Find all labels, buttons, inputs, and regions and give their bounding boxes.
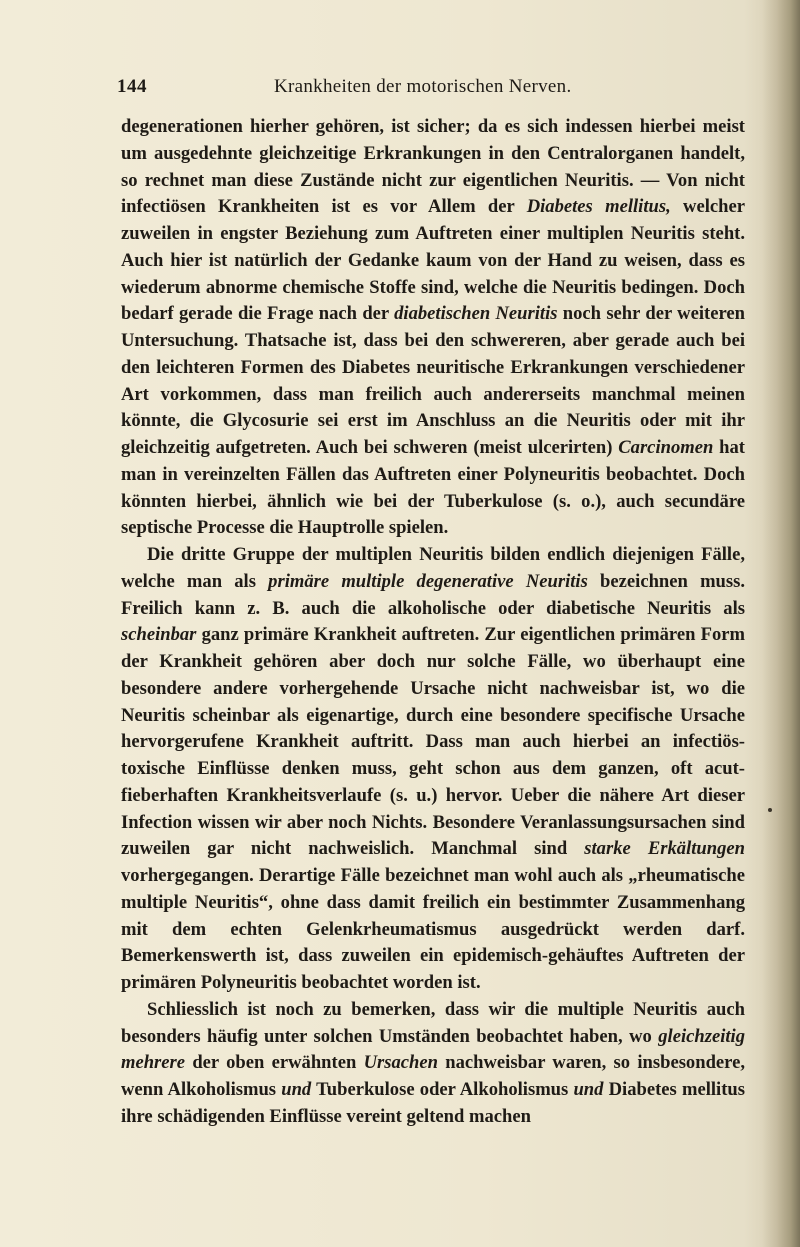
paragraph-3 bbox=[121, 997, 745, 1131]
text-run: welcher zuweilen in engster Beziehung zum Auftreten einer multiplen Neuritis steht. Auch hier ist natürlich der Gedanke kaum von der Hand zu weisen, dass es wiederum abnorme chemische Stoffe sind, welche die Neuritis bedingen. Doch bedarf gerade die Frage nach der bbox=[121, 196, 745, 325]
text-run: noch sehr der weiteren Untersuchung. Thatsache ist, dass bei den schwereren, aber gerade auch bei den leichteren Formen des Diabetes neuritische Erkrankungen verschiedener Art vorkommen, dass man freilich auch andererseits manchmal meinen könnte, die Glycosurie sei erst im Anschluss an die Neuritis oder mit ihr gleichzeitig aufgetreten. Auch bei schweren (meist ulcerirten) bbox=[121, 303, 745, 458]
text-run: hat man in vereinzelten Fällen das Auftreten einer Polyneuritis beobachtet. Doch könnten hierbei, ähnlich wie bei der Tuberkulose (s. o.), auch secundäre septische Processe die Hauptrolle spielen. bbox=[121, 437, 745, 539]
page-number: 144 bbox=[117, 76, 147, 97]
italic-phrase: gleichzeitig mehrere bbox=[121, 1025, 745, 1074]
text-run: nachweisbar waren, so insbesondere, wenn Alkoholismus bbox=[121, 1052, 745, 1100]
text-run: bezeichnen muss. Freilich kann z. B. auch die alkoholische oder diabetische Neuritis als bbox=[121, 570, 746, 619]
text-run: Tuberkulose oder Alkoholismus bbox=[311, 1079, 574, 1100]
italic-phrase: und bbox=[281, 1079, 312, 1100]
text-run: Diabetes mellitus ihre schädigenden Einflüsse vereint geltend machen bbox=[121, 1079, 745, 1127]
italic-phrase: primäre multiple degenerative Neuritis bbox=[268, 570, 588, 592]
text-run: degenerationen hierher gehören, ist sicher; da es sich indessen hierbei meist um ausgedehnte gleichzeitige Erkrankungen in den Centralorganen handelt, so rechnet man diese Zustände nicht zur eigentlichen Neuritis. — Von nicht infectiösen Krankheiten ist es vor Allem der bbox=[121, 116, 745, 218]
italic-phrase: Ursachen bbox=[363, 1052, 438, 1074]
italic-phrase: und bbox=[573, 1079, 604, 1100]
text-run: ganz primäre Krankheit auftreten. Zur eigentlichen primären Form der Krankheit gehören aber doch nur solche Fälle, wo überhaupt eine besondere andere vorhergehende Ursache nicht nachweisbar ist, wo die Neuritis scheinbar als eigenartige, durch eine besondere specifische Ursache hervorgerufene Krankheit auftritt. Dass man auch hierbei an infectiös-toxische Einflüsse denken muss, geht schon aus dem ganzen, oft acut-fieberhaften Krankheitsverlaufe (s. u.) hervor. Ueber die nähere Art dieser Infection wissen wir aber noch Nichts. Besondere Veranlassungsursachen sind zuweilen gar nicht nachweislich. Manchmal sind bbox=[121, 624, 745, 860]
text-run: Die dritte Gruppe der multiplen Neuritis bilden endlich diejenigen Fälle, welche man als bbox=[121, 544, 745, 592]
italic-phrase: diabetischen Neuritis bbox=[394, 303, 558, 325]
italic-phrase: Carcinomen bbox=[618, 437, 714, 458]
margin-mark bbox=[768, 808, 772, 812]
text-run: vorhergegangen. Derartige Fälle bezeichnet man wohl auch als „rheumatische multiple Neuritis“, ohne dass damit freilich ein bestimmter Zusammenhang mit dem echten Gelenkrheumatismus ausgedrückt werden darf. Bemerkenswerth ist, dass zuweilen ein epidemisch-gehäuftes Auftreten der primären Polyneuritis beobachtet worden ist. bbox=[121, 865, 745, 993]
page-gutter-shadow bbox=[762, 0, 800, 1247]
text-run: der oben erwähnten bbox=[185, 1052, 364, 1074]
italic-phrase: Diabetes mellitus, bbox=[526, 196, 671, 218]
text-run: Schliesslich ist noch zu bemerken, dass wir die multiple Neuritis auch besonders häufig unter solchen Umständen beobachtet haben, wo bbox=[121, 998, 745, 1047]
body-text bbox=[121, 114, 745, 1131]
page-header bbox=[117, 76, 737, 100]
paragraph-1 bbox=[121, 114, 745, 542]
paragraph-2 bbox=[121, 542, 745, 997]
italic-phrase: starke Erkältungen bbox=[584, 838, 745, 860]
running-title: Krankheiten der motorischen Nerven. bbox=[274, 76, 572, 97]
italic-phrase: scheinbar bbox=[121, 624, 197, 646]
